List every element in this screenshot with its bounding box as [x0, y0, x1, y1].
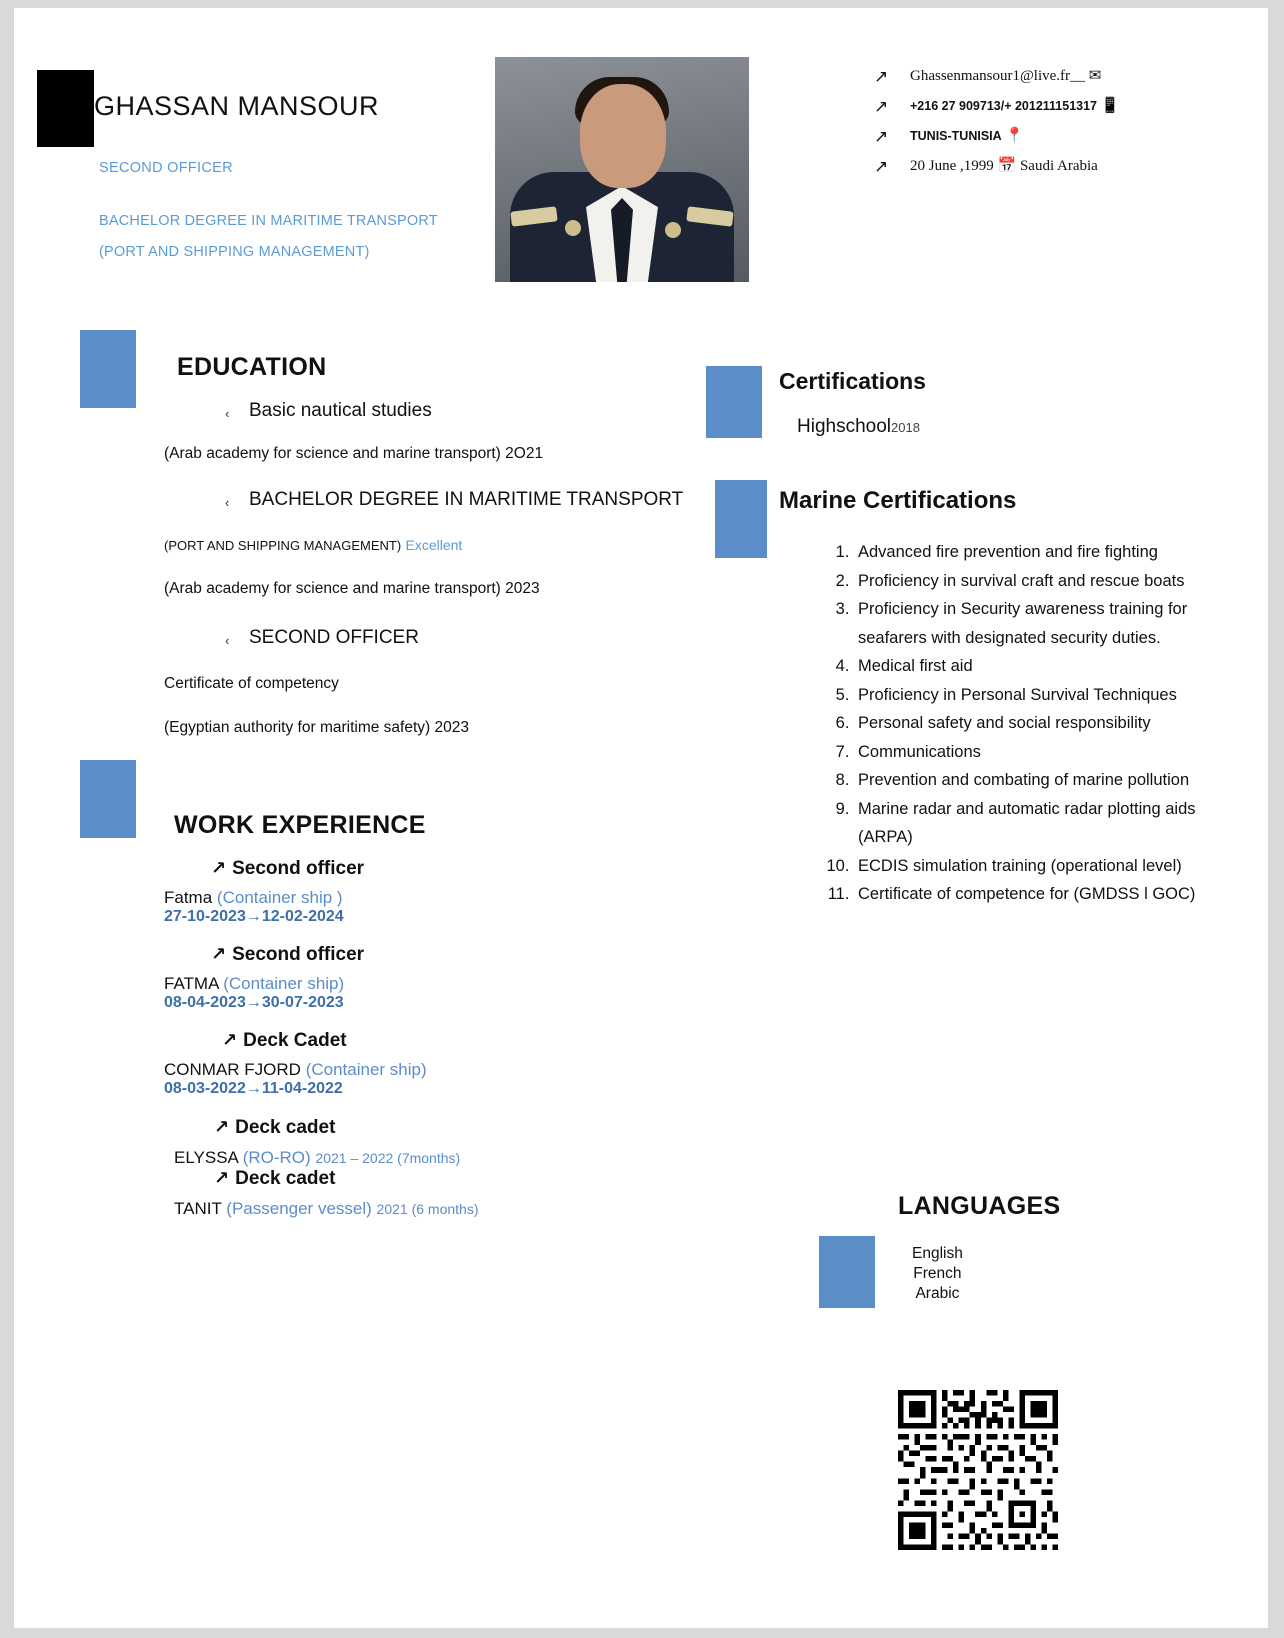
work-vessel-type: (Passenger vessel) [226, 1199, 372, 1218]
list-item: 4. Medical first aid [854, 652, 1234, 681]
work-vessel-name: FATMA [164, 974, 219, 993]
work-dates: 2021 – 2022 (7months) [315, 1150, 461, 1166]
work-role-label: Deck Cadet [243, 1030, 347, 1051]
list-item: 7. Communications [854, 738, 1234, 767]
contact-birthdate-text: 20 June ,1999 [910, 158, 994, 174]
work-vessel [164, 1060, 427, 1080]
work-item-detail [164, 974, 344, 1012]
list-item: 11. Certificate of competence for (GMDSS l GOC) [854, 880, 1234, 909]
contact-phone[interactable] [874, 96, 1204, 118]
page-title: GHASSAN MANSOUR [94, 91, 380, 121]
work-role-label: Deck cadet [235, 1168, 336, 1189]
education-heading: EDUCATION [177, 353, 327, 381]
work-vessel [174, 1148, 460, 1168]
photo-badge-left [565, 220, 581, 236]
education-item-sub: (Arab academy for science and marine transport) 2O21 [164, 445, 544, 462]
list-item: 10. ECDIS simulation training (operational level) [854, 852, 1234, 881]
education-item-sub: Certificate of competency [164, 675, 339, 692]
contact-phone-text: +216 27 909713/+ 201211151317 [910, 99, 1098, 113]
work-vessel-type: (RO-RO) [242, 1148, 311, 1167]
work-role-label: Deck cadet [235, 1117, 336, 1138]
certifications-heading: Certifications [779, 368, 926, 394]
arrow-icon: ↗ [222, 1030, 238, 1051]
phone-icon: 📱 [1100, 96, 1120, 114]
work-item-detail [164, 888, 344, 926]
work-item-detail [164, 1060, 427, 1098]
certifications-entry-year: 2018 [891, 420, 920, 435]
avatar [495, 57, 749, 282]
work-vessel-type: (Container ship) [223, 974, 345, 993]
work-dates: 2021 (6 months) [376, 1201, 479, 1217]
contact-list [874, 66, 1204, 186]
contact-email-text: Ghassenmansour1@live.fr__ [910, 68, 1086, 84]
list-item: 1. Advanced fire prevention and fire fighting [854, 538, 1234, 567]
languages-heading: LANGUAGES [898, 1192, 1061, 1220]
arrow-icon: ↗ [874, 127, 889, 147]
education-item-sub-2: (Egyptian authority for maritime safety) 2023 [164, 719, 469, 736]
header-job-title: SECOND OFFICER [99, 160, 233, 176]
education-item-title: Basic nautical studies [249, 400, 432, 421]
work-item [211, 944, 364, 966]
arrow-icon: ↗ [874, 67, 889, 87]
header-degree-line-2: (PORT AND SHIPPING MANAGEMENT) [99, 244, 370, 260]
marine-certifications-heading: Marine Certifications [779, 487, 1017, 514]
certifications-accent-block [706, 366, 762, 438]
work-vessel-name: TANIT [174, 1199, 222, 1218]
education-item-sub-2: (Arab academy for science and marine transport) 2023 [164, 580, 540, 597]
list-item: 3. Proficiency in Security awareness training for seafarers with designated security duties. [854, 595, 1234, 652]
photo-face [580, 84, 666, 188]
work-vessel [164, 974, 344, 994]
work-role [214, 1168, 335, 1190]
list-item: 6. Personal safety and social responsibility [854, 709, 1234, 738]
work-vessel-name: Fatma [164, 888, 213, 907]
contact-birth [874, 156, 1204, 178]
header-degree-line-1: BACHELOR DEGREE IN MARITIME TRANSPORT [99, 213, 438, 229]
list-item: English [912, 1245, 963, 1262]
contact-location [874, 126, 1204, 148]
contact-location-text: TUNIS-TUNISIA [910, 129, 1002, 143]
work-item [211, 858, 364, 880]
work-vessel-name: ELYSSA [174, 1148, 238, 1167]
resume-sheet [14, 8, 1268, 1628]
marine-accent-block [715, 480, 767, 558]
work-item [222, 1030, 347, 1052]
certifications-entry-label: Highschool [797, 416, 891, 437]
list-item: 8. Prevention and combating of marine pollution [854, 766, 1234, 795]
list-item: 5. Proficiency in Personal Survival Techniques [854, 681, 1234, 710]
contact-email[interactable] [874, 66, 1204, 88]
education-accent-block [80, 330, 136, 408]
education-item-title: SECOND OFFICER [249, 627, 419, 648]
list-item: French [913, 1265, 962, 1282]
education-item-grade: Excellent [405, 537, 463, 553]
arrow-icon: ↗ [214, 1117, 230, 1138]
work-heading: WORK EXPERIENCE [174, 811, 426, 839]
work-vessel-name: CONMAR FJORD [164, 1060, 301, 1079]
languages-accent-block [819, 1236, 875, 1308]
work-vessel [164, 888, 344, 908]
photo-badge-right [665, 222, 681, 238]
work-item [214, 1117, 335, 1139]
work-dates: 08-03-2022→11-04-2022 [164, 1080, 343, 1097]
work-dates: 08-04-2023→30-07-2023 [164, 994, 344, 1011]
qr-code[interactable] [898, 1390, 1058, 1550]
arrow-icon: ↗ [214, 1168, 230, 1189]
work-vessel [174, 1199, 478, 1219]
education-item-sub-text: (PORT AND SHIPPING MANAGEMENT) [164, 538, 402, 553]
work-role [214, 1117, 335, 1139]
bullet-icon: ‹ [225, 495, 230, 510]
arrow-icon: ↗ [211, 944, 227, 965]
work-role-label: Second officer [232, 944, 365, 965]
work-vessel-type: (Container ship) [305, 1060, 427, 1079]
work-item-detail [174, 1148, 460, 1168]
list-item: 2. Proficiency in survival craft and rescue boats [854, 567, 1234, 596]
marine-certifications-list [809, 538, 1234, 909]
name-accent-block [37, 70, 94, 147]
work-role [211, 858, 364, 880]
calendar-icon: 📅 [997, 156, 1017, 174]
work-item [214, 1168, 335, 1190]
bullet-icon: ‹ [225, 406, 230, 421]
list-item: 9. Marine radar and automatic radar plotting aids (ARPA) [854, 795, 1234, 852]
contact-birthplace-text: Saudi Arabia [1019, 158, 1098, 174]
envelope-icon: ✉ [1088, 66, 1102, 84]
work-role [211, 944, 364, 966]
work-role-label: Second officer [232, 858, 365, 879]
work-vessel-type: (Container ship ) [216, 888, 343, 907]
location-pin-icon: 📍 [1005, 126, 1025, 144]
work-item-detail [174, 1199, 478, 1219]
work-accent-block [80, 760, 136, 838]
work-role [222, 1030, 347, 1052]
bullet-icon: ‹ [225, 633, 230, 648]
education-item-title: BACHELOR DEGREE IN MARITIME TRANSPORT [249, 489, 684, 510]
languages-list [912, 1244, 963, 1304]
education-item-sub [164, 537, 462, 555]
arrow-icon: ↗ [874, 157, 889, 177]
certifications-entry [797, 416, 920, 438]
arrow-icon: ↗ [211, 858, 227, 879]
list-item: Arabic [915, 1285, 960, 1302]
arrow-icon: ↗ [874, 97, 889, 117]
work-dates: 27-10-2023→12-02-2024 [164, 908, 344, 925]
